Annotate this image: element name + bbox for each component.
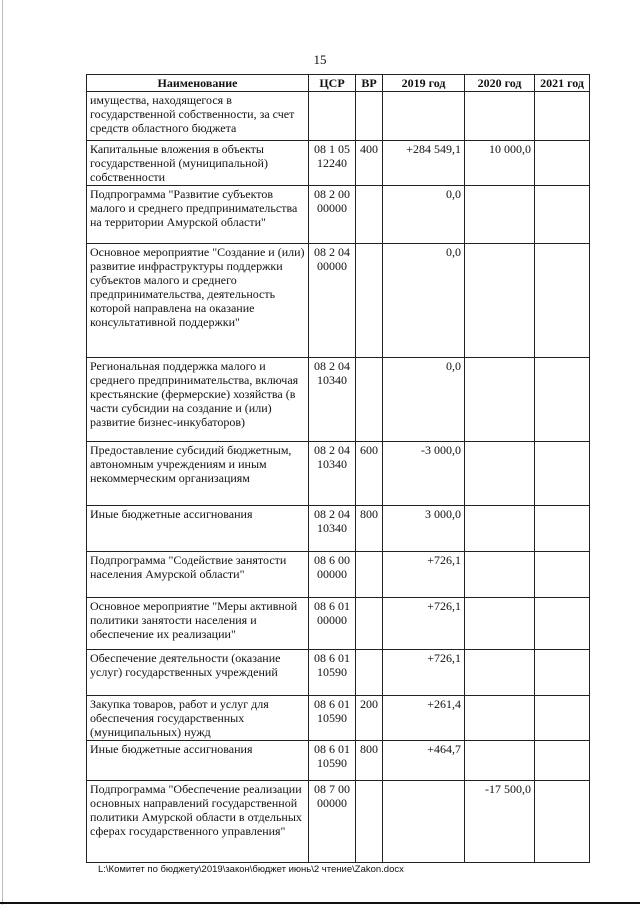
cell-csr: 08 6 01 10590	[309, 741, 356, 781]
header-2020: 2020 год	[465, 75, 535, 92]
cell-vr	[356, 186, 383, 244]
cell-csr: 08 6 01 10590	[309, 650, 356, 696]
cell-vr	[356, 244, 383, 358]
cell-name: Иные бюджетные ассигнования	[87, 741, 309, 781]
cell-csr: 08 2 04 00000	[309, 244, 356, 358]
cell-2019: +284 549,1	[383, 141, 465, 186]
cell-2020	[465, 552, 535, 598]
cell-2021	[535, 696, 590, 741]
cell-2020: -17 500,0	[465, 781, 535, 863]
cell-vr: 800	[356, 506, 383, 552]
cell-name: Капитальные вложения в объекты государственной (муниципальной) собственности	[87, 141, 309, 186]
cell-name: Подпрограмма "Обеспечение реализации основных направлений государственной политики Амурской области в отдельных сферах государственного управления"	[87, 781, 309, 863]
cell-name: Региональная поддержка малого и среднего предпринимательства, включая крестьянские (фермерские) хозяйства (в части субсидии на создание и (или) развитие бизнес-инкубаторов)	[87, 358, 309, 442]
cell-2019: 0,0	[383, 358, 465, 442]
cell-csr: 08 2 00 00000	[309, 186, 356, 244]
cell-name: Иные бюджетные ассигнования	[87, 506, 309, 552]
cell-name: Обеспечение деятельности (оказание услуг) государственных учреждений	[87, 650, 309, 696]
cell-vr	[356, 650, 383, 696]
table-row	[87, 506, 590, 552]
cell-csr: 08 2 04 10340	[309, 442, 356, 506]
cell-csr: 08 2 04 10340	[309, 358, 356, 442]
cell-name: Предоставление субсидий бюджетным, автономным учреждениям и иным некоммерческим организациям	[87, 442, 309, 506]
cell-2019	[383, 92, 465, 141]
table-row	[87, 741, 590, 781]
table-row	[87, 92, 590, 141]
header-name: Наименование	[87, 75, 309, 92]
cell-name: Закупка товаров, работ и услуг для обеспечения государственных (муниципальных) нужд	[87, 696, 309, 741]
cell-2019: +726,1	[383, 552, 465, 598]
cell-2020	[465, 442, 535, 506]
cell-2019: 3 000,0	[383, 506, 465, 552]
cell-csr: 08 6 01 00000	[309, 598, 356, 650]
cell-vr	[356, 552, 383, 598]
cell-2021	[535, 506, 590, 552]
table-row	[87, 442, 590, 506]
cell-2021	[535, 741, 590, 781]
scan-edge-line	[2, 0, 3, 905]
cell-2020	[465, 506, 535, 552]
cell-vr: 800	[356, 741, 383, 781]
header-vr: ВР	[356, 75, 383, 92]
page-number: 15	[313, 52, 327, 67]
cell-csr: 08 1 05 12240	[309, 141, 356, 186]
cell-2019: -3 000,0	[383, 442, 465, 506]
cell-2021	[535, 186, 590, 244]
table-row	[87, 781, 590, 863]
header-csr: ЦСР	[309, 75, 356, 92]
cell-2019: +726,1	[383, 598, 465, 650]
table-row	[87, 598, 590, 650]
cell-2021	[535, 244, 590, 358]
cell-vr	[356, 92, 383, 141]
table-header-row	[87, 75, 590, 92]
cell-2021	[535, 781, 590, 863]
cell-csr: 08 6 01 10590	[309, 696, 356, 741]
footer-file-path: L:\Комитет по бюджету\2019\закон\бюджет июнь\2 чтение\Zakon.docx	[98, 864, 404, 875]
table-row	[87, 650, 590, 696]
cell-csr: 08 2 04 10340	[309, 506, 356, 552]
cell-name: имущества, находящегося в государственной собственности, за счет средств областного бюджета	[87, 92, 309, 141]
cell-2019: +261,4	[383, 696, 465, 741]
cell-2021	[535, 552, 590, 598]
cell-vr	[356, 781, 383, 863]
cell-csr	[309, 92, 356, 141]
table-row	[87, 696, 590, 741]
header-2019: 2019 год	[383, 75, 465, 92]
cell-name: Подпрограмма "Содействие занятости населения Амурской области"	[87, 552, 309, 598]
budget-table	[86, 74, 590, 863]
cell-name: Основное мероприятие "Создание и (или) развитие инфраструктуры поддержки субъектов малого и среднего предпринимательства, деятельность которой направлена на оказание консультативной поддержки"	[87, 244, 309, 358]
cell-vr: 200	[356, 696, 383, 741]
cell-2019	[383, 781, 465, 863]
cell-2019: 0,0	[383, 244, 465, 358]
cell-csr: 08 6 00 00000	[309, 552, 356, 598]
cell-2020	[465, 598, 535, 650]
cell-vr: 600	[356, 442, 383, 506]
cell-2020	[465, 358, 535, 442]
cell-vr	[356, 358, 383, 442]
scan-bottom-line	[0, 902, 640, 904]
cell-2019: +726,1	[383, 650, 465, 696]
cell-2019: +464,7	[383, 741, 465, 781]
table-row	[87, 552, 590, 598]
table-row	[87, 186, 590, 244]
cell-name: Подпрограмма "Развитие субъектов малого и среднего предпринимательства на территории Амурской области"	[87, 186, 309, 244]
cell-2021	[535, 141, 590, 186]
cell-2019: 0,0	[383, 186, 465, 244]
table-row	[87, 244, 590, 358]
cell-2020	[465, 696, 535, 741]
cell-2021	[535, 598, 590, 650]
table-row	[87, 141, 590, 186]
cell-2020	[465, 741, 535, 781]
cell-2020	[465, 186, 535, 244]
cell-2020	[465, 92, 535, 141]
cell-csr: 08 7 00 00000	[309, 781, 356, 863]
header-2021: 2021 год	[535, 75, 590, 92]
cell-2021	[535, 358, 590, 442]
cell-2021	[535, 650, 590, 696]
cell-2021	[535, 442, 590, 506]
cell-vr: 400	[356, 141, 383, 186]
cell-vr	[356, 598, 383, 650]
cell-2020: 10 000,0	[465, 141, 535, 186]
cell-2021	[535, 92, 590, 141]
cell-2020	[465, 650, 535, 696]
cell-name: Основное мероприятие "Меры активной политики занятости населения и обеспечение их реализации"	[87, 598, 309, 650]
cell-2020	[465, 244, 535, 358]
table-row	[87, 358, 590, 442]
